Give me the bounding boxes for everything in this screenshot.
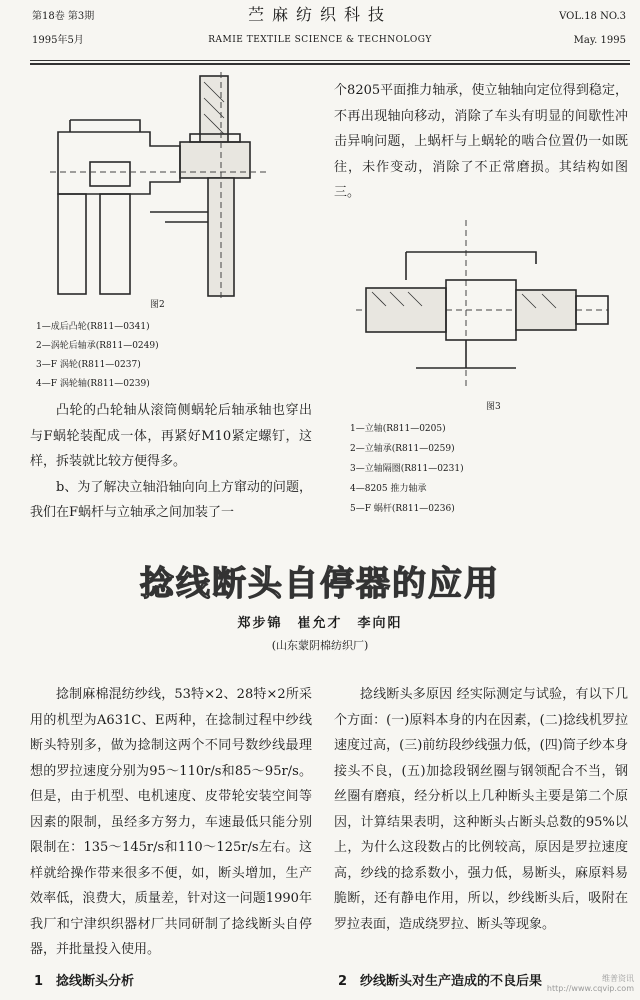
figure-2-legend-2: 2—涡轮后轴承(R811—0249)	[36, 341, 159, 351]
figure-3-legend-2: 2—立轴承(R811—0259)	[350, 444, 455, 454]
journal-title-en: RAMIE TEXTILE SCIENCE & TECHNOLOGY	[208, 35, 432, 45]
figure-2-label: 图2	[150, 300, 165, 310]
paragraph: b、为了解决立轴沿轴向向上方窜动的问题，我们在F蜗杆与立轴承之间加装了一	[30, 479, 312, 520]
figure-2-legend-4: 4—F 涡轮轴(R811—0239)	[36, 379, 150, 389]
figure-3-legend-4: 4—8205 推力轴承	[350, 484, 427, 494]
section-heading-1: 1 捻线断头分析	[34, 974, 135, 989]
watermark	[547, 974, 634, 994]
left-column-body	[30, 682, 312, 963]
journal-title-cn: 苎麻纺织科技	[247, 5, 392, 24]
paragraph: 个8205平面推力轴承，使立轴轴向定位得到稳定，不再出现轴向移动，消除了车头有明显的间歇性冲击异响问题，上蜗杆与上蜗轮的啮合位置仍一如既往，未作变动，消除了不正常磨损。其结构如图三。	[334, 83, 628, 200]
volume-issue-cn: 第18卷 第3期	[32, 11, 95, 22]
figure-3-drawing	[346, 218, 616, 388]
article-affiliation: (山东蒙阴棉纺织厂)	[271, 639, 369, 652]
header-rule-thick	[30, 63, 630, 65]
paragraph: 捻线断头多原因 经实际测定与试验，有以下几个方面：(一)原料本身的内在因素，(二)捻线机罗拉速度过高，(三)前纺段纱线强力低，(四)筒子纱本身接头不良，(五)加捻段钢丝圈与钢领配合不当，钢丝圈有磨痕，经分析以上几种断头主要是第二个原因，计算结果表明，这种断头占断头总数的95%以上，为什么这段数占的比例较高，原因是罗拉速度高，纱线的捻系数小，强力低，易断头，麻原料易脆断，还有静电作用，所以，纱线断头后，吸附在罗拉表面，造成绕罗拉、断头等现象。	[334, 687, 628, 932]
section-heading-2: 2 纱线断头对生产造成的不良后果	[338, 974, 543, 989]
figure-3-legend-1: 1—立轴(R811—0205)	[350, 424, 446, 434]
article-authors: 郑步锦 崔允才 李向阳	[237, 616, 403, 631]
article-title: 捻线断头自停器的应用	[140, 564, 500, 604]
figure-2-legend-3: 3—F 涡轮(R811—0237)	[36, 360, 141, 370]
volume-issue-en: VOL.18 NO.3	[559, 11, 626, 22]
right-column-body	[334, 682, 628, 937]
date-cn: 1995年5月	[32, 35, 84, 46]
left-column-top	[30, 398, 312, 526]
figure-2-legend-1: 1—成后凸轮(R811—0341)	[36, 322, 150, 332]
watermark-line-2: http://www.cqvip.com	[546, 984, 634, 993]
watermark-line-1: 维普资讯	[602, 974, 634, 983]
figure-3-legend-5: 5—F 蜗杆(R811—0236)	[350, 504, 455, 514]
figure-3-label: 图3	[486, 402, 501, 412]
paragraph: 捻制麻棉混纺纱线，53特×2、28特×2所采用的机型为A631C、E两种，在捻制过程中纱线断头特别多，做为捻制这两个不同号数纱线最理想的罗拉速度分别为95～110r/s和85～95r/s。但是，由于机型、电机速度、皮带轮安装空间等因素的限制，虽经多方努力，车速最低只能分别限制在：135～145r/s和110～125r/s左右。这样就给操作带来很多不便，如，断头增加，生产效率低，浪费大，质量差，针对这一问题1990年我厂和宁津织织器材厂共同研制了捻线断头自停器，并批量投入使用。	[30, 687, 312, 957]
right-column-top	[334, 78, 628, 206]
figure-2-drawing	[30, 72, 300, 302]
header-rule	[30, 60, 630, 61]
paragraph: 凸轮的凸轮轴从滚筒侧蜗轮后轴承轴也穿出与F蜗轮装配成一体，再紧好M10紧定螺钉，这样，拆装就比较方便得多。	[30, 403, 312, 469]
figure-3-legend-3: 3—立轴隔圈(R811—0231)	[350, 464, 464, 474]
date-en: May. 1995	[573, 35, 626, 46]
